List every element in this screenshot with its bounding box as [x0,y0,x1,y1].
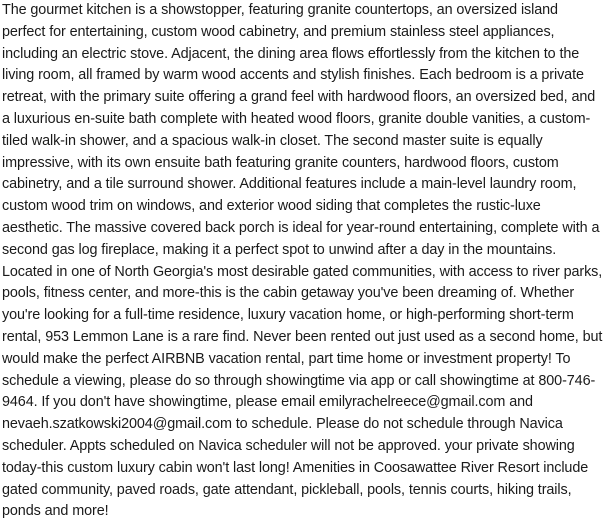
description-line: 9464. If you don't have showingtime, please email emilyrachelreece@gmail.com and [2,394,533,411]
description-line: perfect for entertaining, custom wood cabinetry, and premium stainless steel appliances, [2,23,555,40]
description-line: second gas log fireplace, making it a perfect spot to unwind after a day in the mountains. [2,241,557,258]
description-line: living room, all framed by warm wood accents and stylish finishes. Each bedroom is a private [2,67,584,84]
description-line: including an electric stove. Adjacent, the dining area flows effortlessly from the kitchen to the [2,45,580,62]
description-line: The gourmet kitchen is a showstopper, featuring granite countertops, an oversized island [2,2,558,18]
description-line: tiled walk-in shower, and a spacious walk-in closet. The second master suite is equally [2,132,543,149]
description-line: pools, fitness center, and more-this is the cabin getaway you've been dreaming of. Whether [2,285,575,302]
description-line: today-this custom luxury cabin won't last long! Amenities in Coosawattee River Resort include [2,459,589,476]
description-line: retreat, with the primary suite offering a grand feel with hardwood floors, an oversized bed, and [2,89,596,106]
description-line: a luxurious en-suite bath complete with heated wood floors, granite double vanities, a custom- [2,110,591,127]
description-line: Located in one of North Georgia's most desirable gated communities, with access to river parks, [2,263,603,280]
description-line: aesthetic. The massive covered back porch is ideal for year-round entertaining, complete with a [2,219,600,236]
description-line: nevaeh.szatkowski2004@gmail.com to schedule. Please do not schedule through Navica [2,416,563,433]
description-line: gated community, paved roads, gate attendant, pickleball, pools, tennis courts, hiking trails, [2,481,572,498]
listing-description [2,0,602,519]
description-line: would make the perfect AIRBNB vacation rental, part time home or investment property! To [2,350,571,367]
description-line: rental, 953 Lemmon Lane is a rare find. Never been rented out just used as a second home, but [2,328,603,345]
description-line: impressive, with its own ensuite bath featuring granite counters, hardwood floors, custom [2,154,559,171]
description-line: custom wood trim on windows, and exterior wood siding that completes the rustic-luxe [2,198,541,215]
description-line: you're looking for a full-time residence, luxury vacation home, or high-performing short-term [2,307,574,324]
description-line: scheduler. Appts scheduled on Navica scheduler will not be approved. your private showing [2,437,575,454]
description-line: schedule a viewing, please do so through showingtime via app or call showingtime at 800-746- [2,372,596,389]
description-line: cabinetry, and a tile surround shower. Additional features include a main-level laundry room, [2,176,577,193]
description-line: ponds and more! [2,503,109,519]
